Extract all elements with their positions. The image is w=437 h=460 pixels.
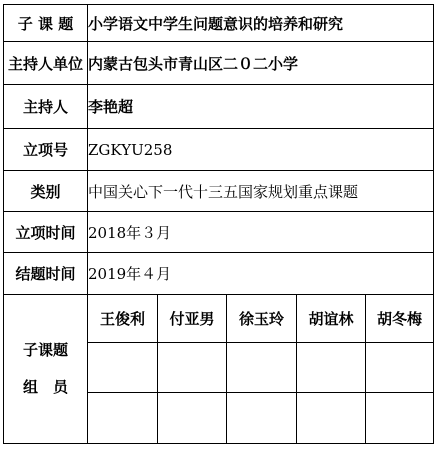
blank-cell (158, 343, 227, 393)
member-name: 徐玉玲 (227, 295, 297, 343)
row-project-number (4, 129, 434, 171)
blank-cell (88, 343, 158, 393)
project-number-value: ZGKYU258 (88, 129, 434, 171)
subtopic-label: 子 课 题 (4, 5, 88, 42)
category-label: 类别 (4, 171, 88, 212)
blank-cell (88, 393, 158, 444)
blank-cell (297, 343, 366, 393)
member-name: 王俊利 (88, 295, 158, 343)
row-approval-time (4, 212, 434, 253)
members-label-line2: 组 员 (22, 378, 68, 396)
blank-cell (366, 343, 434, 393)
row-completion-time (4, 253, 434, 295)
project-info-table (3, 4, 434, 444)
completion-time-value: 2019年４月 (88, 253, 434, 295)
member-name: 胡冬梅 (366, 295, 434, 343)
row-members-names (4, 295, 434, 343)
blank-cell (227, 343, 297, 393)
blank-cell (158, 393, 227, 444)
row-host (4, 85, 434, 129)
row-subtopic (4, 5, 434, 42)
row-host-unit (4, 42, 434, 85)
member-name: 胡谊林 (297, 295, 366, 343)
blank-cell (227, 393, 297, 444)
subtopic-value: 小学语文中学生问题意识的培养和研究 (88, 5, 434, 42)
project-number-label: 立项号 (4, 129, 88, 171)
approval-time-value: 2018年３月 (88, 212, 434, 253)
blank-cell (366, 393, 434, 444)
host-unit-value: 内蒙古包头市青山区二０二小学 (88, 42, 434, 85)
members-label (4, 295, 88, 444)
member-name: 付亚男 (158, 295, 227, 343)
host-value: 李艳超 (88, 85, 434, 129)
completion-time-label: 结题时间 (4, 253, 88, 295)
host-unit-label: 主持人单位 (4, 42, 88, 85)
category-value: 中国关心下一代十三五国家规划重点课题 (88, 171, 434, 212)
row-category (4, 171, 434, 212)
approval-time-label: 立项时间 (4, 212, 88, 253)
members-label-line1: 子课题 (22, 341, 68, 359)
host-label: 主持人 (4, 85, 88, 129)
blank-cell (297, 393, 366, 444)
